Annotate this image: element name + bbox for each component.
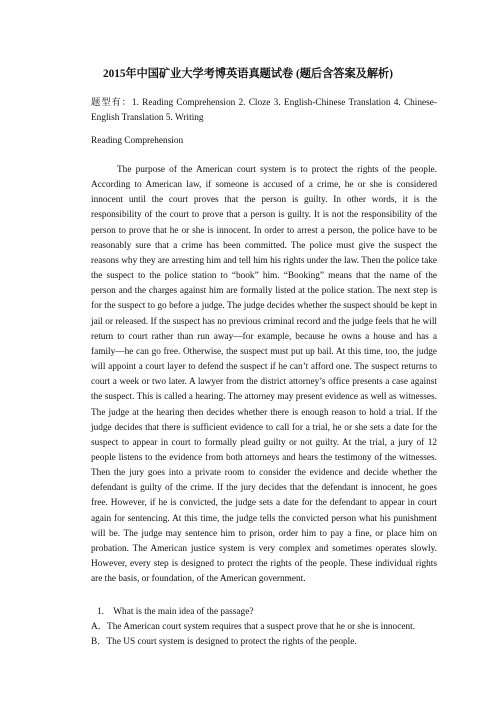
answer-option-b: B．The US court system is designed to protect the rights of the people. [91,637,357,648]
question-stem: 1. What is the main idea of the passage? [97,607,254,617]
section-label: Reading Comprehension [91,136,184,146]
reading-passage: The purpose of the American court system is to protect the rights of the people. According to American law, if someone is accused of a crime, he or she is considered innocent until the court proves that the person is guilty. In other words, it is the responsibility of the court to prove that a person is guilty. It is not the responsibility of the person to prove that he or she is innocent. In order to arrest a person, the police have to be reasonably sure that a crime has been committed. The police must give the suspect the reasons why they are arresting him and tell him his rights under the law. Then the police take the suspect to the police station to “book” him. “Booking” means that the name of the person and the charges against him are formally listed at the police station. The next step is for the suspect to go before a judge. The judge decides whether the suspect should be kept in jail or released. If the suspect has no previous criminal record and the judge feels that he will return to court rather than run away—for example, because he owns a house and has a family—he can go free. Otherwise, the suspect must put up bail. At this time, too, the judge will appoint a court layer to defend the suspect if he can’t afford one. The suspect returns to court a week or two later. A lawyer from the district attorney’s office presents a case against the suspect. This is called a hearing. The attorney may present evidence as well as witnesses. The judge at the hearing then decides whether there is enough reason to hold a trial. If the judge decides that there is sufficient evidence to call for a trial, he or she sets a date for the suspect to appear in court to formally plead guilty or not guilty. At the trial, a jury of 12 people listens to the evidence from both attorneys and hears the testimony of the witnesses. Then the jury goes into a private room to consider the evidence and decide whether the defendant is guilty of the crime. If the jury decides that the defendant is innocent, he goes free. However, if he is convicted, the judge sets a date for the defendant to appear in court again for sentencing. At this time, the judge tells the convicted person what his punishment will be. The judge may sentence him to prison, order him to pay a fine, or place him on probation. The American justice system is very complex and sometimes operates slowly. However, every step is designed to protect the rights of the people. These individual rights are the basis, or foundation, of the American government. [91,165,437,585]
answer-option-a: A．The American court system requires that a suspect prove that he or she is innocent. [91,622,416,633]
question-types-line: 题型有：1. Reading Comprehension 2. Cloze 3. English-Chinese Translation 4. Chinese-English Translation 5. Writing [91,98,437,123]
document-title: 2015年中国矿业大学考博英语真题试卷 (题后含答案及解析) [103,68,393,80]
question-block [91,605,437,650]
